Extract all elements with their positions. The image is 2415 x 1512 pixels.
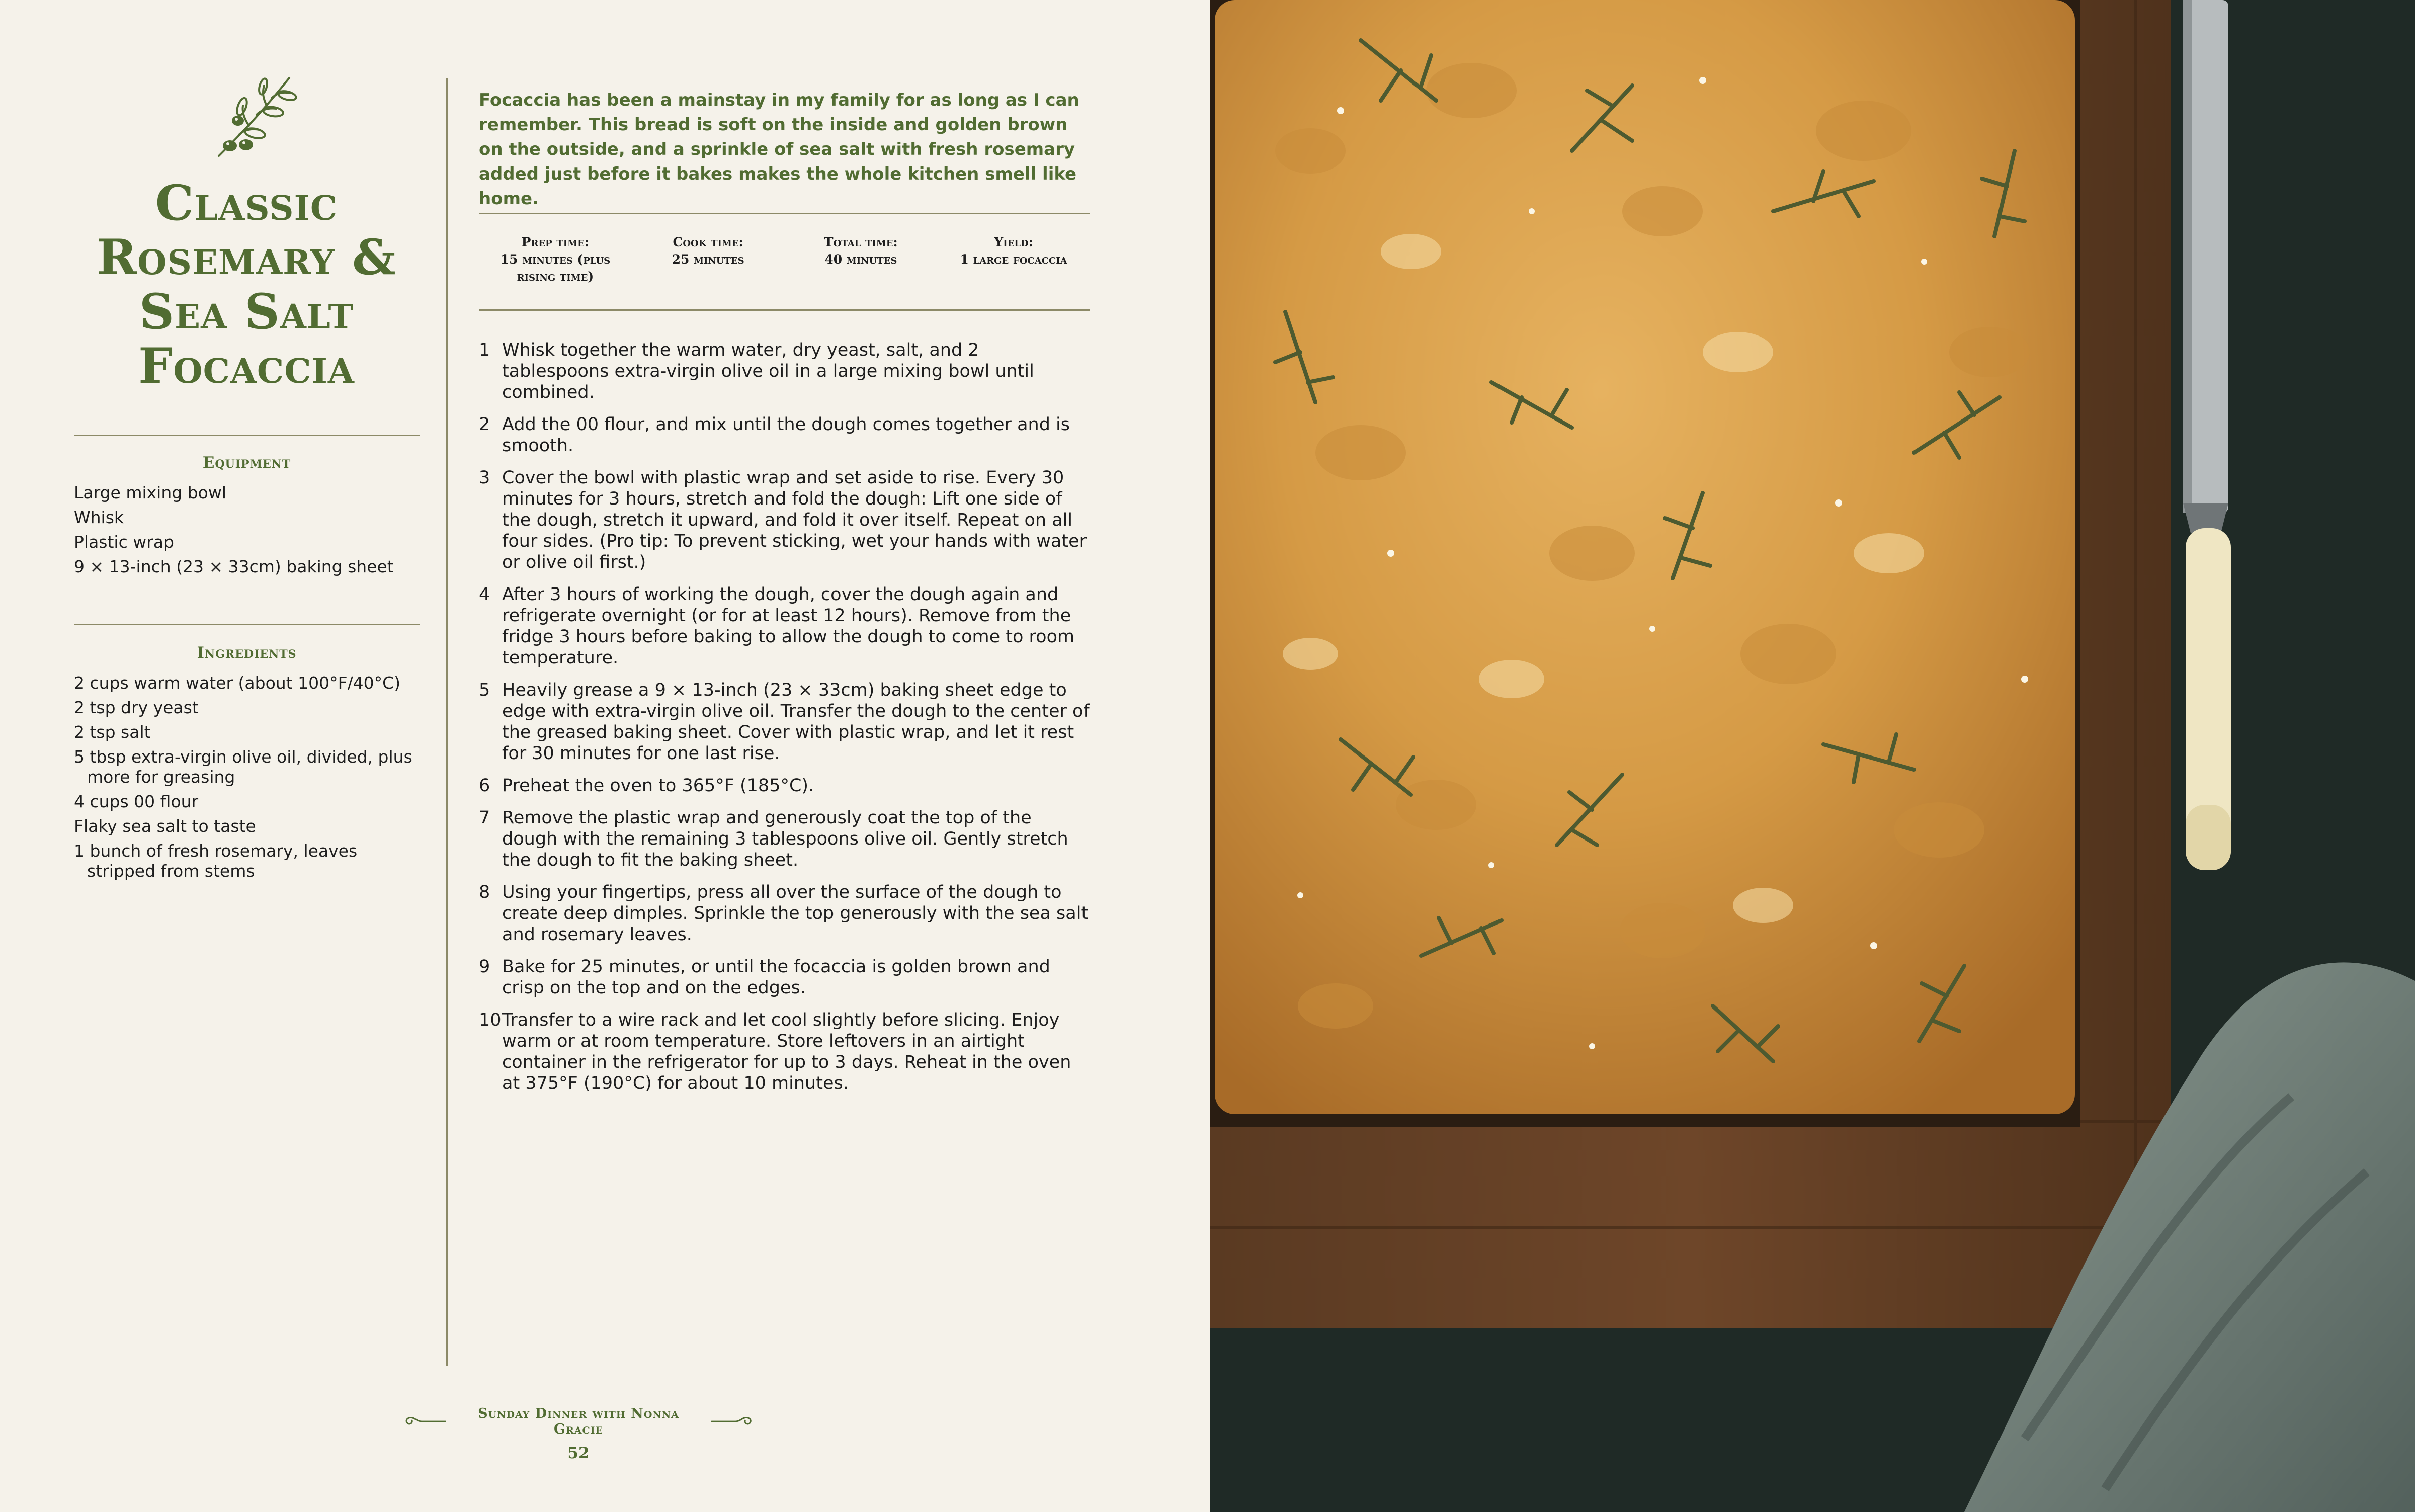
step-item [479,467,1090,573]
step-text: Remove the plastic wrap and generously coat the top of the dough with the remaining 3 tablespoons olive oil. Gently stretch the dough to fit the baking sheet. [502,808,1068,870]
step-number: 1 [479,340,490,360]
cook-time [632,234,785,285]
recipe-title: Classic Rosemary & Sea Salt Focaccia [97,175,396,394]
step-number: 3 [479,468,490,488]
yield-label: Yield: [994,235,1033,249]
ingredient-item: 2 tsp salt [74,722,151,742]
step-text: Heavily grease a 9 × 13-inch (23 × 33cm) baking sheet edge to edge with extra-virgin olive oil. Transfer the dough to the center of the greased baking sheet. Cover with plastic wrap, and let it rest for 30 minutes for one last rise. [502,680,1090,764]
ingredient-item: 2 cups warm water (about 100°F/40°C) [74,673,401,693]
equipment-heading: Equipment [202,454,291,472]
ingredient-item: 5 tbsp extra-virgin olive oil, divided, plus more for greasing [74,747,412,787]
step-number: 10 [479,1010,502,1030]
step-item [479,680,1090,764]
cook-time-label: Cook time: [673,235,743,249]
prep-time-value: 15 minutes (plus rising time) [500,252,611,284]
prep-time-label: Prep time: [521,235,590,249]
equipment-item: 9 × 13-inch (23 × 33cm) baking sheet [74,557,394,576]
prep-time [479,234,632,285]
meta-bottom-divider [479,309,1090,311]
step-text: After 3 hours of working the dough, cover the dough again and refrigerate overnight (or for at least 12 hours). Remove from the fridge 3 hours before baking to allow the dough to come to room temperature. [502,584,1075,668]
focaccia-photo-image [1210,0,2415,1512]
ingredient-item: Flaky sea salt to taste [74,816,256,836]
step-number: 7 [479,808,490,828]
footer-title-row [402,1406,755,1437]
step-text: Whisk together the warm water, dry yeast, salt, and 2 tablespoons extra-virgin olive oil in a large mixing bowl until combined. [502,340,1034,402]
page-footer [402,1406,755,1462]
step-item [479,1010,1090,1094]
step-item [479,584,1090,668]
meta-top-divider [479,213,1090,214]
flourish-right-icon [709,1414,755,1429]
column-divider [446,78,448,1366]
flourish-left-icon [402,1414,448,1429]
step-item [479,340,1090,403]
step-text: Cover the bowl with plastic wrap and set aside to rise. Every 30 minutes for 3 hours, stretch and fold the dough: Lift one side of the dough, stretch it upward, and fold it over itself. Repeat on all four sides. (Pro tip: To prevent sticking, wet your hands with water or olive oil first.) [502,468,1087,572]
total-time-label: Total time: [824,235,898,249]
step-number: 2 [479,414,490,435]
total-time [785,234,938,285]
equipment-item: Large mixing bowl [74,483,226,502]
step-number: 5 [479,680,490,700]
step-text: Preheat the oven to 365°F (185°C). [502,776,814,796]
step-item [479,807,1090,871]
recipe-meta [479,234,1090,285]
equipment-item: Plastic wrap [74,532,174,552]
title-divider [74,435,420,436]
step-text: Using your fingertips, press all over the surface of the dough to create deep dimples. Sprinkle the top generously with the sea salt and rosemary leaves. [502,882,1089,945]
total-time-value: 40 minutes [824,252,897,267]
step-item [479,956,1090,998]
ingredients-heading: Ingredients [197,644,297,662]
step-number: 8 [479,882,490,902]
step-item [479,775,1090,796]
yield-value: 1 large focaccia [960,252,1067,267]
yield [937,234,1090,285]
step-item [479,882,1090,945]
step-number: 4 [479,584,490,605]
step-number: 9 [479,957,490,977]
step-text: Transfer to a wire rack and let cool slightly before slicing. Enjoy warm or at room temperature. Store leftovers in an airtight container in the refrigerator for up to 3 days. Reheat in the oven at 375°F (190°C) for about 10 minutes. [502,1010,1071,1094]
olive-branch-icon [209,70,299,166]
ingredient-item: 4 cups 00 flour [74,792,199,811]
step-text: Bake for 25 minutes, or until the focaccia is golden brown and crisp on the top and on the edges. [502,957,1050,998]
equipment-list [74,483,421,581]
ingredient-item: 1 bunch of fresh rosemary, leaves stripped from stems [74,841,358,881]
recipe-intro: Focaccia has been a mainstay in my family for as long as I can remember. This bread is soft on the inside and golden brown on the outside, and a sprinkle of sea salt with fresh rosemary added just before it bakes makes the whole kitchen smell like home. [479,90,1079,209]
cook-time-value: 25 minutes [672,252,744,267]
focaccia-photo [1210,0,2415,1512]
ingredient-item: 2 tsp dry yeast [74,698,199,717]
step-text: Add the 00 flour, and mix until the dough comes together and is smooth. [502,414,1070,456]
method-steps [479,340,1090,1105]
equipment-item: Whisk [74,508,124,527]
equipment-divider [74,624,420,625]
ingredients-list [74,673,421,886]
step-number: 6 [479,776,490,796]
page-number: 52 [567,1444,590,1462]
footer-book-title: Sunday Dinner with Nonna Gracie [478,1406,679,1437]
step-item [479,414,1090,456]
